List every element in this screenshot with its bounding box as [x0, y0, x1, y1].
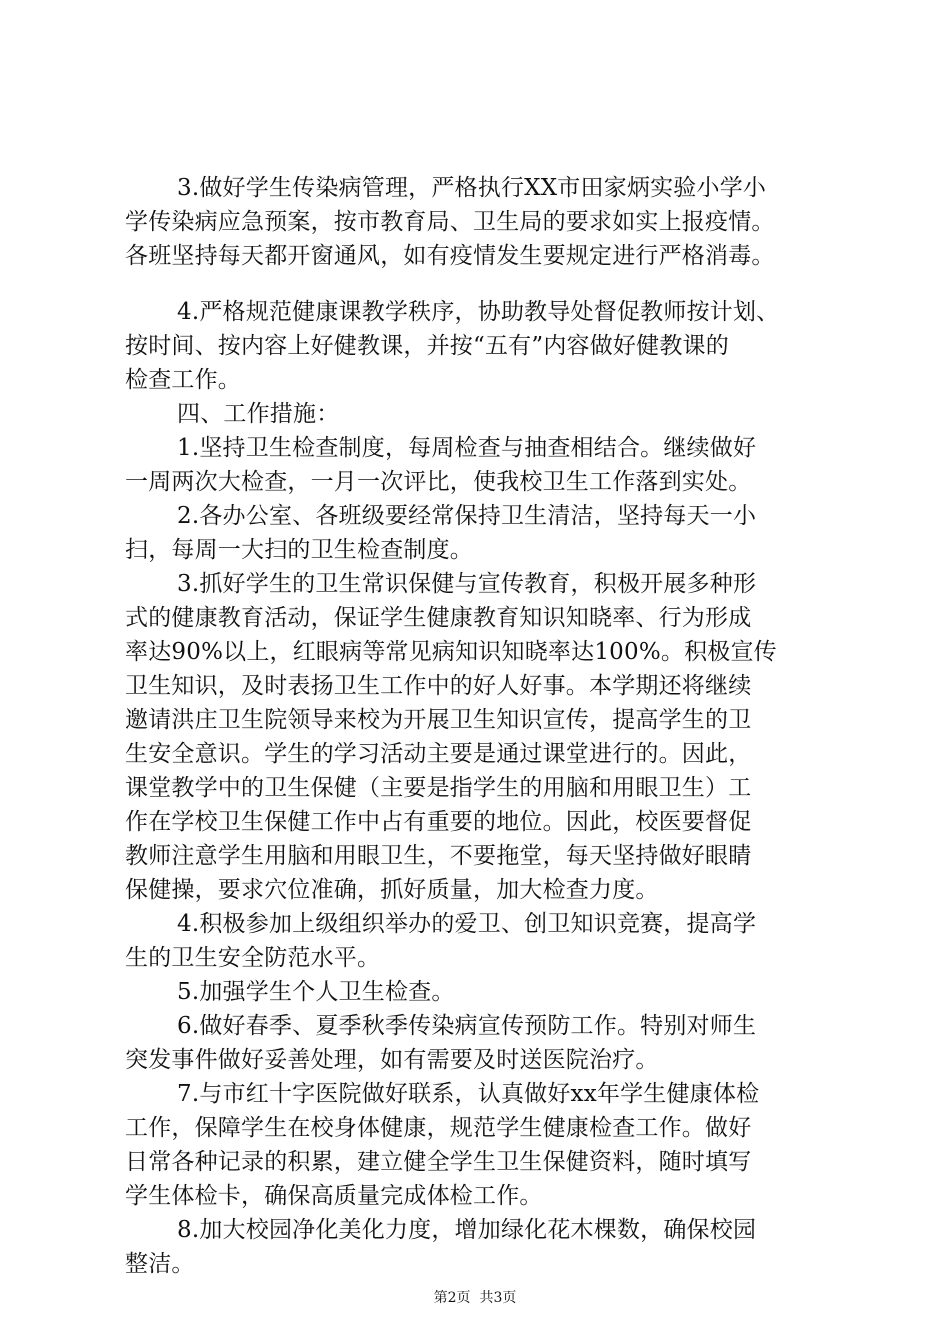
text-line: 日常各种记录的积累，建立健全学生卫生保健资料，随时填写 — [125, 1149, 752, 1175]
text-line: 生的卫生安全防范水平。 — [125, 945, 381, 971]
text-line: 6.做好春季、夏季秋季传染病宣传预防工作。特别对师生 — [177, 1013, 757, 1039]
text-line: 卫生知识，及时表扬卫生工作中的好人好事。本学期还将继续 — [125, 673, 752, 699]
text-line: 学传染病应急预案，按市教育局、卫生局的要求如实上报疫情。 — [125, 209, 775, 235]
text-line: 式的健康教育活动，保证学生健康教育知识知晓率、行为形成 — [125, 605, 752, 631]
text-line: 工作，保障学生在校身体健康，规范学生健康检查工作。做好 — [125, 1115, 752, 1141]
text-line: 4.严格规范健康课教学秩序，协助教导处督促教师按计划、 — [177, 299, 780, 325]
text-line: 整洁。 — [125, 1251, 195, 1277]
text-line: 学生体检卡，确保高质量完成体检工作。 — [125, 1183, 543, 1209]
text-line: 3.抓好学生的卫生常识保健与宣传教育，积极开展多种形 — [177, 571, 757, 597]
page-footer: 第2页 共3页 — [433, 1290, 517, 1306]
text-line: 8.加大校园净化美化力度，增加绿化花木棵数，确保校园 — [177, 1217, 757, 1243]
text-line: 教师注意学生用脑和用眼卫生，不要拖堂，每天坚持做好眼睛 — [125, 843, 752, 869]
text-line: 率达90%以上，红眼病等常见病知识知晓率达100%。积极宣传 — [125, 639, 777, 665]
text-line: 课堂教学中的卫生保健（主要是指学生的用脑和用眼卫生）工 — [125, 775, 752, 801]
text-line: 按时间、按内容上好健教课，并按“五有”内容做好健教课的 — [125, 333, 729, 359]
text-line: 检查工作。 — [125, 367, 241, 393]
text-line: 2.各办公室、各班级要经常保持卫生清洁，坚持每天一小 — [177, 503, 757, 529]
text-line: 作在学校卫生保健工作中占有重要的地位。因此，校医要督促 — [125, 809, 752, 835]
text-line: 扫，每周一大扫的卫生检查制度。 — [125, 537, 473, 563]
section-heading: 四、工作措施： — [177, 401, 340, 427]
text-line: 突发事件做好妥善处理，如有需要及时送医院治疗。 — [125, 1047, 659, 1073]
text-line: 1.坚持卫生检查制度，每周检查与抽查相结合。继续做好 — [177, 435, 757, 461]
text-line: 邀请洪庄卫生院领导来校为开展卫生知识宣传，提高学生的卫 — [125, 707, 752, 733]
text-line: 各班坚持每天都开窗通风，如有疫情发生要规定进行严格消毒。 — [125, 243, 775, 269]
text-line: 5.加强学生个人卫生检查。 — [177, 979, 455, 1005]
text-line: 7.与市红十字医院做好联系，认真做好xx年学生健康体检 — [177, 1081, 760, 1107]
text-line: 保健操，要求穴位准确，抓好质量，加大检查力度。 — [125, 877, 659, 903]
text-line: 生安全意识。学生的学习活动主要是通过课堂进行的。因此， — [125, 741, 752, 767]
text-line: 3.做好学生传染病管理，严格执行XX市田家炳实验小学小 — [177, 175, 767, 201]
text-line: 4.积极参加上级组织举办的爱卫、创卫知识竞赛，提高学 — [177, 911, 757, 937]
text-line: 一周两次大检查，一月一次评比，使我校卫生工作落到实处。 — [125, 469, 752, 495]
